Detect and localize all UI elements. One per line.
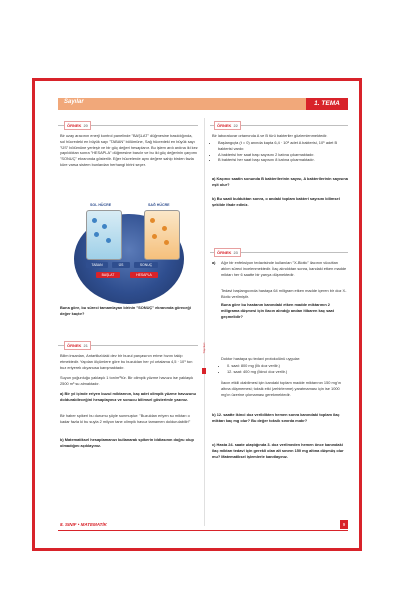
page-frame-bottom bbox=[32, 548, 362, 551]
sphere-icon bbox=[150, 218, 155, 223]
sphere-icon bbox=[106, 238, 111, 243]
side-tag-mark bbox=[202, 368, 206, 374]
right-cell-tube bbox=[144, 210, 180, 260]
side-tag bbox=[201, 338, 207, 378]
q23-part-a-label: a) bbox=[212, 260, 216, 265]
page-frame-right bbox=[359, 78, 362, 548]
left-cell-label: SOL HÜCRE bbox=[90, 203, 112, 207]
q23-body: İlacın etkili olabilmesi için kandaki toplam madde miktarının 150 mg'ın altına düşmemesi; toksik etki (zehirlenme) yaratmaması için ise 1000 mg'ın üzerine çıkmaması gerekmektedir. bbox=[221, 380, 341, 397]
q21-badge-label: ÖRNEK bbox=[67, 343, 82, 348]
q21-badge-num: 21 bbox=[83, 343, 88, 348]
q23-question-b: b) 12. saatte ikinci doz verildikten hemen sonra kanındaki toplam ilaç miktarı kaç mg olur? Bu değer toksik sınırda mıdır? bbox=[212, 412, 340, 423]
sphere-icon bbox=[92, 218, 97, 223]
q21-question-a: a) Bir yıl içinde eriyen buzul miktarının, kaç adet olimpik yüzme havuzunu doldurabileceğini hesaplayınız ve sonucu bilimsel gösterimle yazınız. bbox=[60, 391, 196, 402]
sphere-icon bbox=[162, 226, 167, 231]
q22-badge-label: ÖRNEK bbox=[217, 123, 232, 128]
page-frame-left bbox=[32, 78, 35, 548]
q20-badge-num: 20 bbox=[83, 123, 88, 128]
q23-protocol: Doktor hastaya şu tedavi protokolünü uygular: bbox=[221, 356, 301, 361]
q22-badge-num: 22 bbox=[233, 123, 238, 128]
q22-bullet: • B bakterisi her saat başı sayısını 8 katına çıkarmaktadır. bbox=[218, 157, 348, 163]
q20-question: Buna göre, bu süreci tamamlayan birinin "SONUÇ" ekranında göreceği değer kaçtır? bbox=[60, 305, 191, 316]
q23-badge bbox=[214, 248, 241, 257]
right-cell-label: SAĞ HÜCRE bbox=[148, 203, 170, 207]
sphere-icon bbox=[164, 240, 169, 245]
column-divider bbox=[204, 118, 205, 526]
left-cell-tube bbox=[86, 210, 122, 260]
sphere-icon bbox=[102, 224, 107, 229]
taban-display: TABAN bbox=[86, 262, 108, 268]
side-tag-label: Yayınları bbox=[202, 342, 206, 354]
q22-question-b: b) Bu saati bulduktan sonra, o andaki toplam bakteri sayısını bilimsel şekilde ifade ediniz. bbox=[212, 196, 340, 207]
q22-badge bbox=[214, 121, 241, 130]
us-display: ÜS bbox=[112, 262, 130, 268]
header-topic: Sayılar bbox=[64, 99, 84, 105]
q22-intro: Bir laboratuvar ortamında A ve B türü bakteriler gözlemlenmektedir. bbox=[212, 133, 328, 138]
q22-bullet: • Başlangıçta (t = 0) anında kapta 6,4 · 10⁸ adet A bakterisi, 10⁶ adet B bakterisi vardır. bbox=[218, 140, 348, 152]
q23-badge-num: 23 bbox=[233, 250, 238, 255]
q22-bullet: • A bakterisi her saat başı sayısını 2 katına çıkarmaktadır. bbox=[218, 152, 348, 158]
q21-badge bbox=[64, 341, 91, 350]
q22-question-a: a) Kaçıncı saatin sonunda B bakterilerinin sayısı, A bakterilerinin sayısına eşit olur? bbox=[212, 176, 348, 187]
q21-body2: Suyun yoğunluğu yaklaşık 1 ton/m³'tür. Bir olimpik yüzme havuzu ise yaklaşık 2500 m³ su almaktadır. bbox=[60, 375, 194, 386]
q20-body: Bir uzay aracının enerji kontrol panelinde "BAŞLAT" düğmesine basıldığında, sol hücredeki en büyük sayı "TABAN" bölümüne, Sağ hücredeki en büyük sayı "ÜS" bölümüne yerleşir ve bir güç değeri hesaplanır. Bu işlem ardı ardına iki kez yapıldıktan sonra "HESAPLA" düğmesine basılır ve bu iki güç değerinin çarpımı "SONUÇ" ekranında gösterilir. Eğer hücrelerde aynı değere sahip birden fazla küre varsa sistem bunlardan herhangi birini seçer. bbox=[60, 133, 198, 167]
header-bar bbox=[58, 98, 348, 110]
q23-dose: • 12. saat: 400 mg (İkinci doz verilir.) bbox=[227, 369, 348, 375]
baslat-button[interactable]: BAŞLAT bbox=[96, 272, 120, 278]
footer-line bbox=[58, 530, 348, 531]
q23-doses bbox=[221, 363, 348, 375]
q23-badge-label: ÖRNEK bbox=[217, 250, 232, 255]
q21-question-b: b) Matematiksel hesaplamanızı kullanarak spikerin iddiasının doğru olup olmadığını açıklayınız. bbox=[60, 437, 194, 448]
hesapla-button[interactable]: HESAPLA bbox=[130, 272, 158, 278]
q20-badge-label: ÖRNEK bbox=[67, 123, 82, 128]
page-frame-top bbox=[32, 78, 362, 81]
sonuc-display: SONUÇ bbox=[134, 262, 158, 268]
sphere-icon bbox=[152, 234, 157, 239]
q23-question-c: c) Hasta 24. saate ulaştığında 3. doz verilmeden hemen önce kanındaki ilaç miktarı tedavi için gerekli olan alt sınırın 150 mg altına düşmüş olur mu? Matematiksel işlemlerle kanıtlayınız. bbox=[212, 442, 344, 459]
q20-badge bbox=[64, 121, 91, 130]
q21-body3: Bir haber spikeri bu durumu şöyle sunmuştur: "Buzuldan eriyen su miktarı o kadar fazla ki bu suyla 2 milyon tane olimpik havuz tamamen doldurulabilir!" bbox=[60, 413, 191, 424]
q23-part-a-question: Buna göre bu hastanın kanındaki etken madde miktarının 2 miligrama düşmesi için ilacın alındığı andan itibaren kaç saat geçmelidir? bbox=[221, 302, 334, 319]
q23-dose: • 0. saat: 800 mg (İlk doz verilir.) bbox=[227, 363, 348, 369]
q23-part-a2: Tedavi başlangıcında hastaya 64 miligram etken madde içeren bir doz X-Biotic verilmiştir. bbox=[221, 288, 347, 299]
q21-body: Bilim insanları, Antartika'daki dev bir buzul parçasının erime hızını takip etmektedir. Yapılan ölçümlere göre bu buzuldan her yıl ortalama 4,5 · 10⁹ ton buz eriyerek okyanusa karışmaktadır. bbox=[60, 353, 193, 370]
q22-bullets bbox=[212, 140, 348, 163]
page-number: 9 bbox=[340, 520, 348, 529]
footer-label: 8. SINIF • MATEMATİK bbox=[60, 522, 107, 527]
sphere-icon bbox=[94, 232, 99, 237]
q23-part-a: Ağır bir enfeksiyon tedavisinde kullanılan "X-Biotic" ilacının vücuttan atılım süreci incelenmektedir. İlaç alındıktan sonra, kandaki etken madde miktarı her 6 saatte bir yarıya düşmektedir. bbox=[221, 260, 347, 277]
header-tema-badge: 1. TEMA bbox=[306, 98, 348, 110]
